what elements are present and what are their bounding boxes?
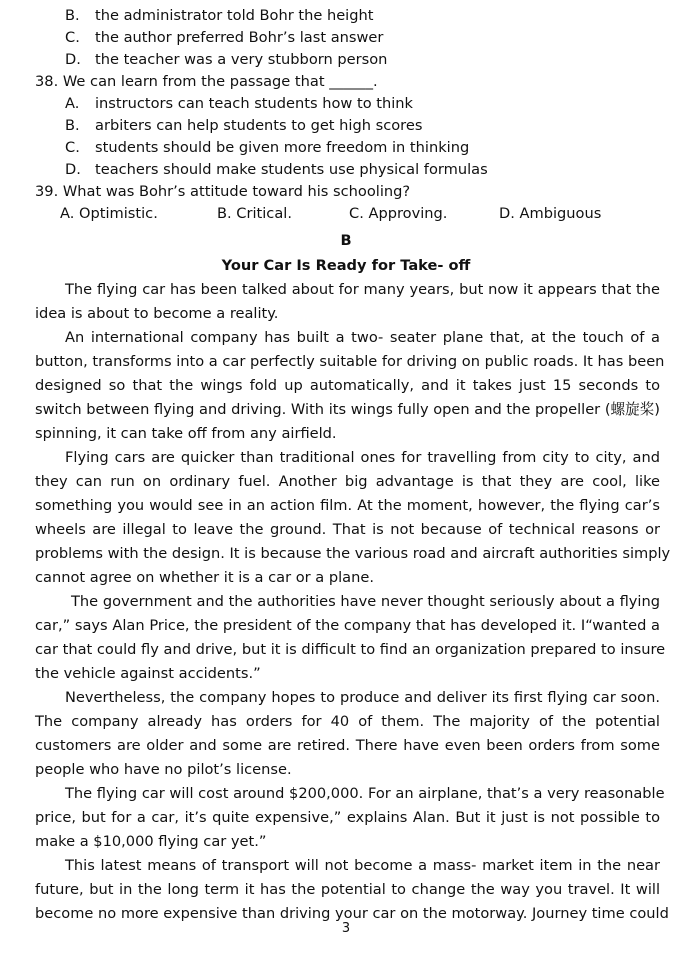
- q38-option-c: C. students should be given more freedom in thinking: [65, 139, 470, 156]
- q39-stem: 39. What was Bohr’s attitude toward his schooling?: [35, 183, 411, 200]
- paragraph-3: Flying cars are quicker than traditional ones for travelling from city to city, and they can run on ordinary fuel. Another big advantage is that they are cool, like something you would see in an action film. At the moment, however, the flying car’s wheels are illegal to leave the ground. That is not because of technical reasons or problems with the design. It is because the various road and aircraft authorities simply cannot agree on whether it is a car or a plane.: [35, 449, 671, 586]
- page-number: 3: [341, 921, 351, 936]
- q38-stem: 38. We can learn from the passage that ______.: [35, 73, 378, 90]
- paragraph-4: The government and the authorities have never thought seriously about a flying car,” says Alan Price, the president of the company that has developed it. I“wanted a car that could fly and drive, but it is difficult to find an organization prepared to insure the vehicle against accidents.”: [35, 593, 666, 682]
- paragraph-5: Nevertheless, the company hopes to produce and deliver its first flying car soon. The company already has orders for 40 of them. The majority of the potential customers are older and some are retired. There have even been orders from some people who have no pilot’s license.: [35, 689, 660, 778]
- q38-option-d: D. teachers should make students use physical formulas: [65, 161, 488, 178]
- q39-option-c: C. Approving.: [349, 205, 448, 222]
- q39-option-b: B. Critical.: [217, 205, 292, 222]
- paragraph-7: This latest means of transport will not become a mass- market item in the near future, but in the long term it has the potential to change the way you travel. It will become no more expensive than driving your car on the motorway. Journey time could: [35, 857, 669, 922]
- q37-option-b: B. the administrator told Bohr the height: [65, 7, 374, 24]
- q37-option-d: D. the teacher was a very stubborn person: [65, 51, 388, 68]
- q38-option-b: B. arbiters can help students to get high scores: [65, 117, 423, 134]
- paragraph-6: The flying car will cost around $200,000. For an airplane, that’s a very reasonable price, but for a car, it’s quite expensive,” explains Alan. But it just is not possible to make a $10,000 flying car yet.”: [35, 785, 665, 850]
- q39-options: [60, 204, 685, 224]
- paragraph-2: An international company has built a two- seater plane that, at the touch of a button, transforms into a car perfectly suitable for driving on public roads. It has been designed so that the wings fold up automatically, and it takes just 15 seconds to switch between flying and driving. With its wings fully open and the propeller (螺旋桨) spinning, it can take off from any airfield.: [35, 329, 665, 442]
- q39-option-a: A. Optimistic.: [60, 205, 158, 222]
- q39-option-d: D. Ambiguous: [499, 205, 602, 222]
- paragraph-1: The flying car has been talked about for many years, but now it appears that the idea is about to become a reality.: [35, 281, 660, 322]
- section-label: B: [340, 232, 352, 249]
- q37-option-c: C. the author preferred Bohr’s last answer: [65, 29, 384, 46]
- q38-option-a: A. instructors can teach students how to think: [65, 95, 414, 112]
- passage-title: Your Car Is Ready for Take- off: [221, 257, 471, 274]
